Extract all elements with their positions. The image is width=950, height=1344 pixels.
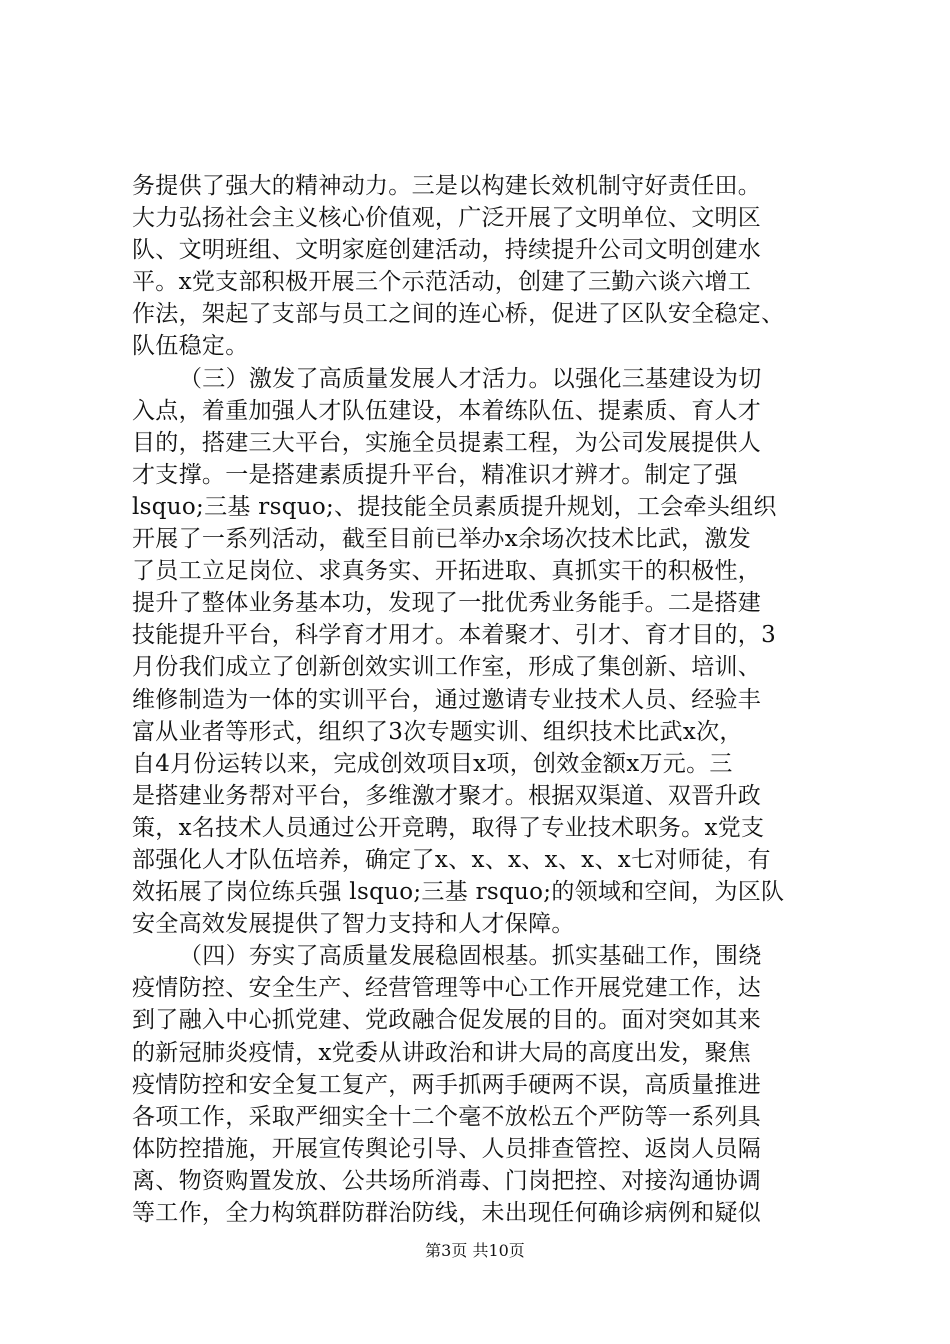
text-line: 等工作，全力构筑群防群治防线，未出现任何确诊病例和疑似 xyxy=(132,1200,762,1226)
text-line: 队、文明班组、文明家庭创建活动，持续提升公司文明创建水 xyxy=(132,237,762,264)
page-number-label: 第3页 共10页 xyxy=(425,1241,525,1260)
text-line: 离、物资购置发放、公共场所消毒、门岗把控、对接沟通协调 xyxy=(132,1167,762,1194)
text-line: （三）激发了高质量发展人才活力。以强化三基建设为切 xyxy=(179,365,762,392)
text-line: 入点，着重加强人才队伍建设，本着练队伍、提素质、育人才 xyxy=(132,397,762,424)
text-line: 各项工作，采取严细实全十二个毫不放松五个严防等一系列具 xyxy=(132,1103,762,1130)
text-line: 是搭建业务帮对平台，多维激才聚才。根据双渠道、双晋升政 xyxy=(132,782,762,809)
page-footer xyxy=(0,1240,950,1262)
text-line: 疫情防控和安全复工复产，两手抓两手硬两不误，高质量推进 xyxy=(132,1071,762,1098)
text-line: 才支撑。一是搭建素质提升平台，精准识才辨才。制定了强 xyxy=(132,461,738,488)
text-line: 务提供了强大的精神动力。三是以构建长效机制守好责任田。 xyxy=(132,173,762,199)
text-line: 作法，架起了支部与员工之间的连心桥，促进了区队安全稳定、 xyxy=(132,301,785,328)
text-line: 效拓展了岗位练兵强 lsquo;三基 rsquo;的领域和空间，为区队 xyxy=(132,879,785,906)
text-line: 目的，搭建三大平台，实施全员提素工程，为公司发展提供人 xyxy=(132,429,762,456)
text-line: 开展了一系列活动，截至目前已举办x余场次技术比武，激发 xyxy=(132,526,752,553)
text-line: 疫情防控、安全生产、经营管理等中心工作开展党建工作，达 xyxy=(132,975,762,1002)
text-line: （四）夯实了高质量发展稳固根基。抓实基础工作，围绕 xyxy=(179,943,762,970)
text-line: 到了融入中心抓党建、党政融合促发展的目的。面对突如其来 xyxy=(132,1007,762,1034)
text-line: 了员工立足岗位、求真务实、开拓进取、真抓实干的积极性， xyxy=(132,558,762,585)
document-body xyxy=(132,170,822,1229)
text-line: 安全高效发展提供了智力支持和人才保障。 xyxy=(132,911,575,938)
text-line: 策，x名技术人员通过公开竞聘，取得了专业技术职务。x党支 xyxy=(132,814,765,841)
text-line: lsquo;三基 rsquo;、提技能全员素质提升规划，工会牵头组织 xyxy=(132,493,777,520)
text-line: 队伍稳定。 xyxy=(132,333,249,360)
text-line: 提升了整体业务基本功，发现了一批优秀业务能手。二是搭建 xyxy=(132,590,762,617)
text-line: 维修制造为一体的实训平台，通过邀请专业技术人员、经验丰 xyxy=(132,686,762,713)
text-line: 技能提升平台，科学育才用才。本着聚才、引才、育才目的，3 xyxy=(132,622,777,649)
text-line: 部强化人才队伍培养，确定了x、x、x、x、x、x七对师徒，有 xyxy=(132,846,771,873)
text-line: 平。x党支部积极开展三个示范活动，创建了三勤六谈六增工 xyxy=(132,269,752,296)
text-line: 体防控措施，开展宣传舆论引导、人员排查管控、返岗人员隔 xyxy=(132,1135,762,1162)
text-line: 富从业者等形式，组织了3次专题实训、组织技术比武x次， xyxy=(132,718,743,745)
text-line: 月份我们成立了创新创效实训工作室，形成了集创新、培训、 xyxy=(132,654,762,681)
text-line: 的新冠肺炎疫情，x党委从讲政治和讲大局的高度出发，聚焦 xyxy=(132,1039,752,1066)
text-line: 自4月份运转以来，完成创效项目x项，创效金额x万元。三 xyxy=(132,750,733,777)
text-line: 大力弘扬社会主义核心价值观，广泛开展了文明单位、文明区 xyxy=(132,205,762,232)
